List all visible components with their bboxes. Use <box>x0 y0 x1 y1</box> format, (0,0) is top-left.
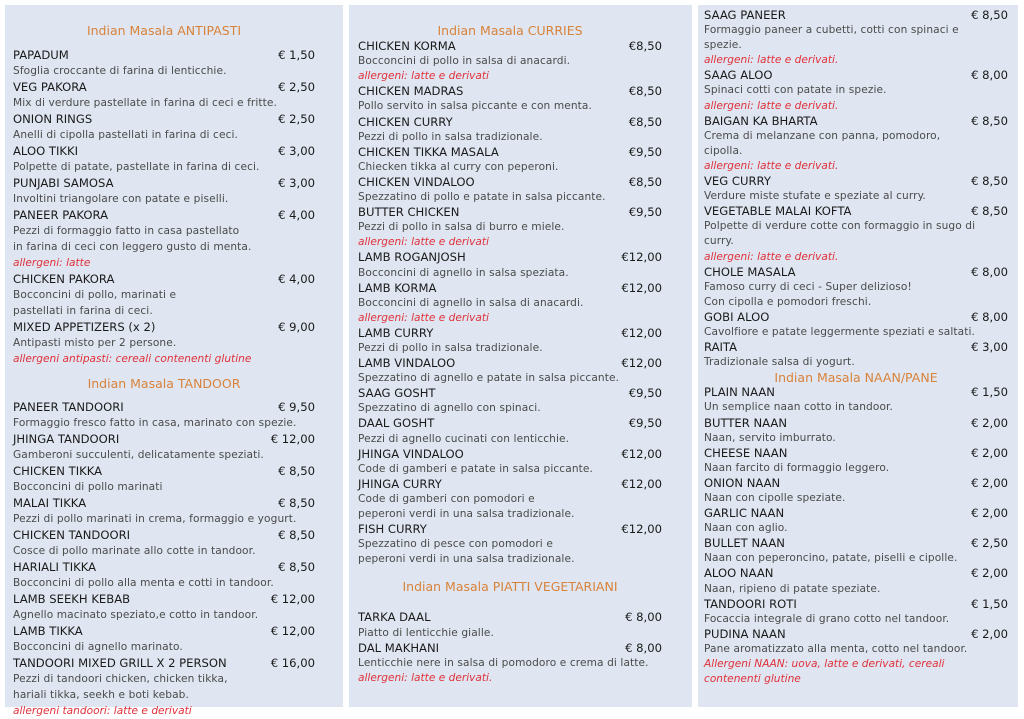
item-header <box>704 597 1008 612</box>
allergen-note: allergeni: latte e derivati. <box>358 671 493 684</box>
menu-item <box>704 114 1008 174</box>
item-header <box>704 340 1008 355</box>
item-header <box>13 463 315 479</box>
allergen-note: allergeni: latte e derivati. <box>704 99 839 112</box>
item-name: JHINGA CURRY <box>358 476 442 491</box>
allergen-note: allergeni: latte e derivati. <box>704 54 839 67</box>
item-name: CHICKEN VINDALOO <box>358 174 475 189</box>
item-price: € 8,50 <box>971 8 1008 22</box>
item-description: Pezzi di formaggio fatto in casa pastellato <box>13 225 240 237</box>
item-name: PUNJABI SAMOSA <box>13 176 114 190</box>
menu-item <box>704 566 1008 596</box>
item-description: Spezzatino di agnello e patate in salsa piccante. <box>358 372 620 385</box>
item-price: € 2,00 <box>971 475 1008 490</box>
item-description: Naan, servito imburrato. <box>704 431 836 444</box>
item-name: LAMB KORMA <box>358 280 437 295</box>
item-name: TARKA DAAL <box>358 610 431 625</box>
item-name: BUTTER CHICKEN <box>358 205 460 220</box>
item-header <box>13 431 315 447</box>
item-name: ONION RINGS <box>13 112 93 126</box>
menu-item <box>13 495 315 527</box>
item-description: Code di gamberi e patate in salsa piccante. <box>358 462 593 475</box>
item-header <box>358 386 662 401</box>
item-name: VEG PAKORA <box>13 80 87 94</box>
item-description: hariali tikka, seekh e boti kebab. <box>13 689 189 701</box>
item-name: LAMB SEEKH KEBAB <box>13 592 131 606</box>
item-name: GOBI ALOO <box>704 309 770 324</box>
menu-item <box>13 79 315 111</box>
item-price: € 2,00 <box>971 626 1008 641</box>
item-header <box>358 610 662 625</box>
item-description: Formaggio paneer a cubetti, cotti con spinaci e <box>704 24 959 37</box>
item-header <box>704 385 1008 400</box>
item-name: JHINGA VINDALOO <box>358 446 464 461</box>
item-description: Tradizionale salsa di yogurt. <box>704 356 855 369</box>
menu-item <box>358 250 662 280</box>
item-price: € 8,50 <box>278 464 315 478</box>
menu-item <box>358 84 662 114</box>
item-description: cipolla. <box>704 144 743 157</box>
item-price: €8,50 <box>628 84 662 99</box>
item-description: Polpette di verdure cotte con formaggio in sugo di <box>704 220 976 233</box>
item-price: € 16,00 <box>270 656 315 670</box>
allergen-note: allergeni: latte e derivati. <box>704 250 839 263</box>
menu-item <box>358 641 662 686</box>
item-name: SAAG GOSHT <box>358 386 436 401</box>
item-price: € 3,00 <box>278 176 315 190</box>
item-name: BAIGAN KA BHARTA <box>704 113 818 128</box>
menu-column-left <box>5 5 343 717</box>
menu-item <box>13 591 315 623</box>
item-name: CHICKEN TIKKA <box>13 464 103 478</box>
item-header <box>13 143 315 159</box>
item-header <box>358 281 662 296</box>
item-price: €12,00 <box>621 522 662 537</box>
item-description: Anelli di cipolla pastellati in farina di ceci. <box>13 129 239 141</box>
item-price: € 8,50 <box>971 174 1008 189</box>
section-title: Indian Masala TANDOOR <box>87 376 241 391</box>
item-header <box>13 319 315 335</box>
item-description: in farina di ceci con leggero gusto di menta. <box>13 241 252 253</box>
item-description: Chiecken tikka al curry con peperoni. <box>358 160 559 173</box>
menu-item <box>704 174 1008 204</box>
item-price: € 1,50 <box>971 385 1008 400</box>
item-name: BUTTER NAAN <box>704 415 787 430</box>
menu-item <box>13 207 315 271</box>
menu-item <box>704 627 1008 672</box>
menu-item <box>358 356 662 386</box>
item-name: CHICKEN MADRAS <box>358 84 464 99</box>
item-price: €9,50 <box>628 386 662 401</box>
item-description: Cosce di pollo marinate allo cotte in tandoor. <box>13 545 256 557</box>
item-header <box>13 111 315 127</box>
menu-item <box>704 8 1008 68</box>
allergen-note: allergeni tandoori: latte e derivati <box>13 705 192 717</box>
item-name: DAAL GOSHT <box>358 416 435 431</box>
item-name: HARIALI TIKKA <box>13 560 97 574</box>
menu-item <box>13 111 315 143</box>
item-price: € 3,00 <box>971 340 1008 355</box>
item-name: RAITA <box>704 340 738 355</box>
item-description: Pezzi di pollo in salsa tradizionale. <box>358 341 543 354</box>
item-header <box>13 399 315 415</box>
item-description: spezie. <box>704 39 742 52</box>
item-price: €12,00 <box>621 250 662 265</box>
item-name: FISH CURRY <box>358 522 427 537</box>
item-description: Naan con aglio. <box>704 522 788 535</box>
item-header <box>358 447 662 462</box>
item-description: Bocconcini di agnello marinato. <box>13 641 183 653</box>
item-header <box>358 477 662 492</box>
menu-item <box>704 536 1008 566</box>
item-description: Piatto di lenticchie gialle. <box>358 626 494 639</box>
item-header <box>704 506 1008 521</box>
item-header <box>704 114 1008 129</box>
item-name: ALOO TIKKI <box>13 144 79 158</box>
item-header <box>13 271 315 287</box>
item-description: Bocconcini di pollo marinati <box>13 481 163 493</box>
menu-item <box>704 204 1008 264</box>
menu-section <box>704 8 1008 370</box>
menu-item <box>13 431 315 463</box>
item-description: Gamberoni succulenti, delicatamente speziati. <box>13 449 264 461</box>
item-header <box>358 205 662 220</box>
item-price: € 8,00 <box>971 309 1008 324</box>
item-price: €12,00 <box>621 446 662 461</box>
menu-item <box>358 477 662 522</box>
item-description: Pezzi di pollo marinati in crema, formaggio e yogurt. <box>13 513 297 525</box>
item-header <box>358 356 662 371</box>
menu-column-middle <box>349 5 692 707</box>
menu-item <box>704 416 1008 446</box>
item-description: Crema di melanzane con panna, pomodoro, <box>704 129 941 142</box>
item-header <box>13 495 315 511</box>
item-header <box>13 175 315 191</box>
menu-column-right <box>698 5 1018 707</box>
item-description: Spezzatino di agnello con spinaci. <box>358 402 541 415</box>
item-header <box>704 446 1008 461</box>
item-price: € 8,00 <box>625 640 662 655</box>
menu-item <box>13 47 315 79</box>
item-name: ALOO NAAN <box>704 566 774 581</box>
allergen-note: allergeni: latte e derivati <box>358 311 489 324</box>
item-price: €8,50 <box>628 114 662 129</box>
item-name: CHEESE NAAN <box>704 445 788 460</box>
item-description: Polpette di patate, pastellate in farina di ceci. <box>13 161 260 173</box>
item-price: € 2,00 <box>971 415 1008 430</box>
item-header <box>13 47 315 63</box>
menu-item <box>13 623 315 655</box>
menu-item <box>704 310 1008 340</box>
menu-item <box>358 610 662 640</box>
item-name: LAMB ROGANJOSH <box>358 250 466 265</box>
item-price: € 2,50 <box>971 536 1008 551</box>
item-price: €9,50 <box>628 416 662 431</box>
item-price: € 8,50 <box>971 204 1008 219</box>
menu-section <box>13 23 315 367</box>
item-price: €12,00 <box>621 356 662 371</box>
menu-item <box>704 265 1008 310</box>
allergen-note: allergeni: latte e derivati. <box>704 159 839 172</box>
item-header <box>13 207 315 223</box>
item-price: € 8,50 <box>278 496 315 510</box>
menu-item <box>13 271 315 319</box>
item-price: € 4,00 <box>278 272 315 286</box>
menu-item <box>358 447 662 477</box>
item-header <box>358 39 662 54</box>
item-price: € 1,50 <box>278 48 315 62</box>
item-description: Pezzi di pollo in salsa tradizionale. <box>358 130 543 143</box>
item-price: €12,00 <box>621 325 662 340</box>
menu-section <box>358 23 662 567</box>
item-description: Naan, ripieno di patate speziate. <box>704 582 881 595</box>
item-description: Focaccia integrale di grano cotto nel tandoor. <box>704 612 950 625</box>
item-description: Bocconcini di pollo alla menta e cotti in tandoor. <box>13 577 274 589</box>
item-description: Naan farcito di formaggio leggero. <box>704 461 890 474</box>
menu-item <box>358 386 662 416</box>
menu-item <box>13 527 315 559</box>
menu-item <box>13 463 315 495</box>
item-description: Bocconcini di pollo in salsa di anacardi. <box>358 55 571 68</box>
item-price: € 4,00 <box>278 208 315 222</box>
item-description: Pezzi di tandoori chicken, chicken tikka, <box>13 673 228 685</box>
item-price: € 8,00 <box>971 68 1008 83</box>
item-price: € 12,00 <box>270 432 315 446</box>
item-price: € 1,50 <box>971 596 1008 611</box>
item-header <box>704 174 1008 189</box>
item-description: Spezzatino di pesce con pomodori e <box>358 538 553 551</box>
item-name: ONION NAAN <box>704 475 781 490</box>
item-description: Involtini triangolare con patate e piselli. <box>13 193 229 205</box>
item-name: LAMB VINDALOO <box>358 356 456 371</box>
item-name: LAMB TIKKA <box>13 624 83 638</box>
item-name: TANDOORI MIXED GRILL X 2 PERSON <box>13 656 227 670</box>
item-description: Agnello macinato speziato,e cotto in tandoor. <box>13 609 259 621</box>
item-name: SAAG ALOO <box>704 68 773 83</box>
section-title: Indian Masala ANTIPASTI <box>86 23 242 38</box>
item-price: € 9,00 <box>278 320 315 334</box>
item-description: Code di gamberi con pomodori e <box>358 492 535 505</box>
item-description: Bocconcini di agnello in salsa speziata. <box>358 266 569 279</box>
item-header <box>704 566 1008 581</box>
menu-item <box>704 446 1008 476</box>
item-header <box>704 8 1008 23</box>
item-header <box>704 68 1008 83</box>
section-title: Indian Masala CURRIES <box>437 23 583 38</box>
item-name: LAMB CURRY <box>358 325 434 340</box>
item-header <box>704 627 1008 642</box>
item-name: BULLET NAAN <box>704 536 785 551</box>
item-description: Naan con peperoncino, patate, piselli e cipolle. <box>704 552 958 565</box>
menu-item <box>704 68 1008 113</box>
menu-item <box>704 672 1008 687</box>
item-description: Bocconcini di pollo, marinati e <box>13 289 177 301</box>
menu-item <box>358 175 662 205</box>
item-price: €12,00 <box>621 280 662 295</box>
item-header <box>704 476 1008 491</box>
menu-item <box>704 597 1008 627</box>
allergen-note: allergeni antipasti: cereali contenenti glutine <box>13 353 252 365</box>
item-description: Mix di verdure pastellate in farina di ceci e fritte. <box>13 97 278 109</box>
item-price: € 12,00 <box>270 624 315 638</box>
item-name: TANDOORI ROTI <box>704 596 797 611</box>
item-description: Naan con cipolle speziate. <box>704 492 846 504</box>
item-header <box>13 79 315 95</box>
menu-item <box>13 399 315 431</box>
item-header <box>358 84 662 99</box>
menu-item <box>13 559 315 591</box>
item-name: PUDINA NAAN <box>704 626 786 641</box>
item-name: MIXED APPETIZERS (x 2) <box>13 320 156 334</box>
menu-item <box>13 319 315 367</box>
item-name: CHICKEN TIKKA MASALA <box>358 144 499 159</box>
allergen-note: allergeni: latte e derivati <box>358 236 489 249</box>
item-price: €12,00 <box>621 476 662 491</box>
menu-item <box>704 476 1008 506</box>
section-title: Indian Masala PIATTI VEGETARIANI <box>402 579 618 595</box>
item-description: Verdure miste stufate e speziate al curry. <box>704 190 926 203</box>
section-title: Indian Masala NAAN/PANE <box>774 370 938 386</box>
menu-item <box>13 655 315 719</box>
item-description: curry. <box>704 235 734 248</box>
item-description: pastellati in farina di ceci. <box>13 305 153 317</box>
item-name: CHICKEN TANDOORI <box>13 528 131 542</box>
item-description: Con cipolla e pomodori freschi. <box>704 295 872 308</box>
menu-item <box>704 385 1008 415</box>
item-header <box>358 175 662 190</box>
item-header <box>13 655 315 671</box>
item-description: Pane aromatizzato alla menta, cotto nel tandoor. <box>704 642 968 655</box>
item-header <box>704 310 1008 325</box>
item-name: CHOLE MASALA <box>704 264 796 279</box>
item-description: Un semplice naan cotto in tandoor. <box>704 401 893 414</box>
menu-item <box>358 115 662 145</box>
item-description: Pezzi di pollo in salsa di burro e miele. <box>358 221 565 234</box>
allergen-note: allergeni: latte <box>13 257 91 269</box>
item-name: PLAIN NAAN <box>704 385 775 400</box>
item-price: € 8,50 <box>278 560 315 574</box>
allergen-note: Allergeni NAAN: uova, latte e derivati, cereali <box>704 658 945 671</box>
item-name: VEGETABLE MALAI KOFTA <box>704 204 852 219</box>
item-header <box>358 115 662 130</box>
item-name: PAPADUM <box>13 48 69 62</box>
menu-item <box>358 281 662 326</box>
item-name: CHICKEN CURRY <box>358 114 453 129</box>
item-price: € 2,50 <box>278 112 315 126</box>
menu-item <box>358 39 662 84</box>
menu-item <box>358 416 662 446</box>
item-description: Lenticchie nere in salsa di pomodoro e crema di latte. <box>358 656 649 669</box>
item-description: Antipasti misto per 2 persone. <box>13 337 177 349</box>
item-price: € 12,00 <box>270 592 315 606</box>
menu-section <box>13 376 315 719</box>
item-description: Pezzi di agnello cucinati con lenticchie. <box>358 432 570 445</box>
item-price: €8,50 <box>628 174 662 189</box>
item-price: € 2,00 <box>971 445 1008 460</box>
item-header <box>358 145 662 160</box>
item-name: JHINGA TANDOORI <box>13 432 120 446</box>
menu-item <box>358 522 662 567</box>
menu-item <box>358 145 662 175</box>
item-description: Cavolfiore e patate leggermente speziati e saltati. <box>704 325 975 338</box>
item-name: PANEER TANDOORI <box>13 400 124 414</box>
item-price: € 2,50 <box>278 80 315 94</box>
item-name: SAAG PANEER <box>704 8 786 22</box>
item-description: Pollo servito in salsa piccante e con menta. <box>358 100 592 113</box>
item-description: Sfoglia croccante di farina di lenticchie. <box>13 65 227 77</box>
item-price: € 8,50 <box>971 113 1008 128</box>
menu-item <box>358 205 662 250</box>
item-price: € 8,00 <box>971 264 1008 279</box>
item-price: €8,50 <box>628 39 662 54</box>
item-header <box>13 623 315 639</box>
item-description: Spinaci cotti con patate in spezie. <box>704 84 887 97</box>
menu-section <box>358 579 662 686</box>
menu-item <box>13 175 315 207</box>
item-header <box>13 559 315 575</box>
item-header <box>358 522 662 537</box>
item-header <box>704 536 1008 551</box>
menu-item <box>704 506 1008 536</box>
item-name: CHICKEN KORMA <box>358 39 456 54</box>
item-header <box>358 416 662 431</box>
item-header <box>358 641 662 656</box>
item-description: peperoni verdi in una salsa tradizionale. <box>358 553 575 566</box>
item-price: € 8,00 <box>625 610 662 625</box>
item-price: €9,50 <box>628 144 662 159</box>
allergen-note: contenenti glutine <box>704 673 801 686</box>
item-name: CHICKEN PAKORA <box>13 272 115 286</box>
item-price: €9,50 <box>628 205 662 220</box>
item-header <box>358 250 662 265</box>
menu-item <box>358 326 662 356</box>
allergen-note: allergeni: latte e derivati <box>358 70 489 83</box>
menu-item <box>704 340 1008 370</box>
item-name: GARLIC NAAN <box>704 506 785 521</box>
item-description: Bocconcini di agnello in salsa di anacardi. <box>358 296 584 309</box>
item-description: peperoni verdi in una salsa tradizionale. <box>358 508 575 520</box>
item-name: DAL MAKHANI <box>358 640 440 655</box>
item-header <box>704 416 1008 431</box>
item-header <box>704 204 1008 219</box>
item-header <box>13 591 315 607</box>
item-header <box>358 326 662 341</box>
menu-item <box>13 143 315 175</box>
item-price: € 2,00 <box>971 506 1008 521</box>
item-description: Spezzatino di pollo e patate in salsa piccante. <box>358 191 606 204</box>
item-description: Formaggio fresco fatto in casa, marinato con spezie. <box>13 417 297 429</box>
item-price: € 3,00 <box>278 144 315 158</box>
item-description: Famoso curry di ceci - Super delizioso! <box>704 280 912 293</box>
menu-section <box>704 370 1008 687</box>
item-price: € 8,50 <box>278 528 315 542</box>
item-header <box>704 265 1008 280</box>
item-price: € 2,00 <box>971 566 1008 581</box>
item-name: MALAI TIKKA <box>13 496 87 510</box>
item-name: PANEER PAKORA <box>13 208 109 222</box>
item-price: € 9,50 <box>278 400 315 414</box>
item-name: VEG CURRY <box>704 174 771 189</box>
item-header <box>13 527 315 543</box>
